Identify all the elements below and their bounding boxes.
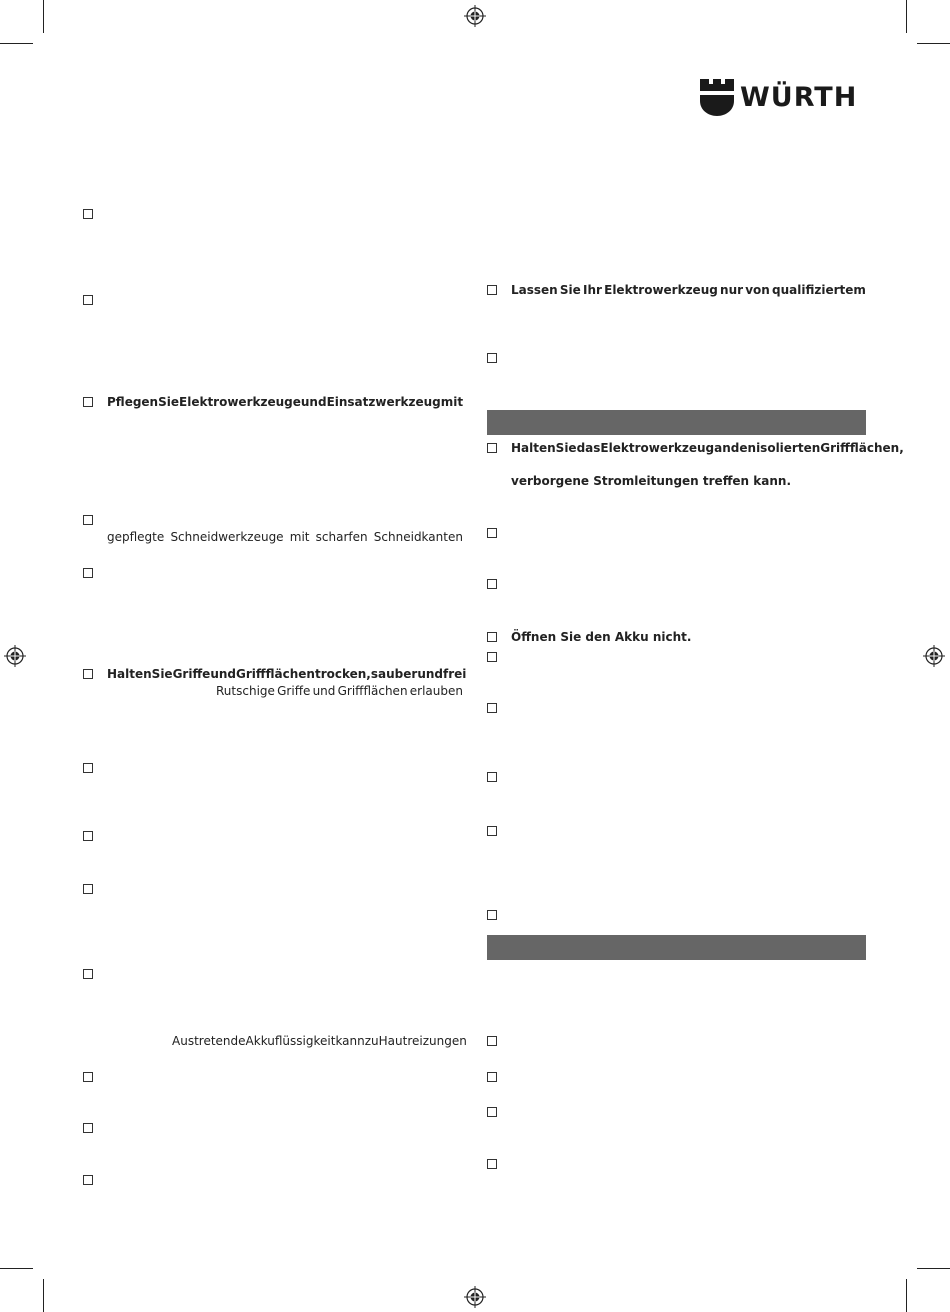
- wurth-logo: [700, 79, 866, 117]
- crop-mark: [43, 1279, 44, 1312]
- checkbox[interactable]: [487, 285, 497, 295]
- checkbox[interactable]: [487, 910, 497, 920]
- checkbox[interactable]: [83, 884, 93, 894]
- word: Elektrowerkzeug: [600, 441, 715, 455]
- registration-mark-icon: [923, 645, 945, 667]
- word: Schneidwerkzeuge: [170, 530, 284, 544]
- registration-mark-icon: [4, 645, 26, 667]
- word: den: [730, 441, 757, 455]
- checkbox[interactable]: [487, 772, 497, 782]
- logo-wordmark: WÜRTH: [740, 82, 858, 113]
- word: das: [576, 441, 601, 455]
- instruction-text: [511, 474, 791, 488]
- word: Akkuflüssigkeit: [245, 1034, 336, 1048]
- word: frei: [443, 667, 467, 681]
- instruction-text: [107, 667, 467, 681]
- word: scharfen: [315, 530, 368, 544]
- checkbox[interactable]: [83, 1123, 93, 1133]
- instruction-line: [107, 395, 463, 409]
- crop-mark: [0, 1268, 33, 1269]
- crop-mark: [906, 1279, 907, 1312]
- word: an: [714, 441, 731, 455]
- word: isolierten: [756, 441, 821, 455]
- checkbox[interactable]: [83, 1072, 93, 1082]
- word: Halten: [511, 441, 556, 455]
- checkbox[interactable]: [83, 969, 93, 979]
- instruction-text: [172, 1034, 467, 1048]
- crop-mark: [43, 0, 44, 33]
- crop-mark: [0, 43, 33, 44]
- checkbox[interactable]: [487, 1036, 497, 1046]
- wurth-emblem-icon: [700, 79, 734, 117]
- word: Griffflächen: [337, 684, 408, 698]
- crop-mark: [906, 0, 907, 33]
- instruction-text: [511, 630, 691, 644]
- instruction-line: [107, 530, 463, 544]
- word: Ihr: [583, 283, 602, 297]
- checkbox[interactable]: [83, 209, 93, 219]
- checkbox[interactable]: [83, 515, 93, 525]
- instruction-line: [216, 684, 463, 698]
- instruction-line: verborgene Stromleitungen treffen kann.: [511, 474, 791, 488]
- word: Elektrowerkzeug: [604, 283, 718, 297]
- word: Sie: [559, 283, 581, 297]
- word: mit: [289, 530, 310, 544]
- word: und: [417, 667, 443, 681]
- word: Pflegen: [107, 395, 159, 409]
- word: gepflegte: [107, 530, 165, 544]
- checkbox[interactable]: [487, 652, 497, 662]
- registration-mark-icon: [464, 5, 486, 27]
- checkbox[interactable]: [487, 1107, 497, 1117]
- word: Austretende: [172, 1034, 246, 1048]
- word: sauber: [370, 667, 418, 681]
- checkbox[interactable]: [83, 568, 93, 578]
- word: Griffflächen: [236, 667, 315, 681]
- word: Hautreizungen: [378, 1034, 467, 1048]
- word: Sie: [555, 441, 577, 455]
- checkbox[interactable]: [487, 353, 497, 363]
- checkbox[interactable]: [487, 703, 497, 713]
- instruction-line: [172, 1034, 467, 1048]
- word: erlauben: [409, 684, 463, 698]
- instruction-line: [511, 283, 866, 297]
- word: mit: [440, 395, 464, 409]
- checkbox[interactable]: [487, 826, 497, 836]
- checkbox[interactable]: [487, 443, 497, 453]
- word: und: [210, 667, 237, 681]
- checkbox[interactable]: [83, 669, 93, 679]
- checkbox[interactable]: [487, 1072, 497, 1082]
- word: Elektrowerkzeuge: [179, 395, 301, 409]
- checkbox[interactable]: [83, 1175, 93, 1185]
- word: trocken,: [314, 667, 371, 681]
- word: und: [300, 395, 327, 409]
- crop-mark: [917, 43, 950, 44]
- word: Rutschige: [216, 684, 275, 698]
- word: nur: [720, 283, 744, 297]
- word: Sie: [151, 667, 173, 681]
- word: und: [312, 684, 336, 698]
- instruction-text: [107, 395, 463, 409]
- instruction-text: [511, 283, 866, 297]
- section-header-bar: [487, 935, 866, 960]
- crop-mark: [917, 1268, 950, 1269]
- section-header-bar: [487, 410, 866, 435]
- checkbox[interactable]: [83, 831, 93, 841]
- word: von: [745, 283, 770, 297]
- word: zu: [364, 1034, 379, 1048]
- checkbox[interactable]: [83, 397, 93, 407]
- instruction-line: Öffnen Sie den Akku nicht.: [511, 630, 692, 644]
- word: qualifiziertem: [772, 283, 866, 297]
- word: Schneidkanten: [373, 530, 463, 544]
- word: Einsatzwerkzeug: [326, 395, 441, 409]
- checkbox[interactable]: [487, 632, 497, 642]
- checkbox[interactable]: [487, 528, 497, 538]
- word: Sie: [158, 395, 180, 409]
- instruction-line: [511, 441, 904, 455]
- word: Griffe: [172, 667, 211, 681]
- checkbox[interactable]: [487, 579, 497, 589]
- registration-mark-icon: [464, 1286, 486, 1308]
- instruction-text: [216, 684, 463, 698]
- checkbox[interactable]: [83, 763, 93, 773]
- checkbox[interactable]: [487, 1159, 497, 1169]
- word: Griffflächen,: [820, 441, 904, 455]
- instruction-text: [107, 530, 463, 544]
- instruction-text: [511, 441, 904, 455]
- word: kann: [335, 1034, 365, 1048]
- instruction-line: [107, 667, 467, 681]
- checkbox[interactable]: [83, 295, 93, 305]
- word: Halten: [107, 667, 152, 681]
- word: Griffe: [277, 684, 311, 698]
- word: Lassen: [511, 283, 558, 297]
